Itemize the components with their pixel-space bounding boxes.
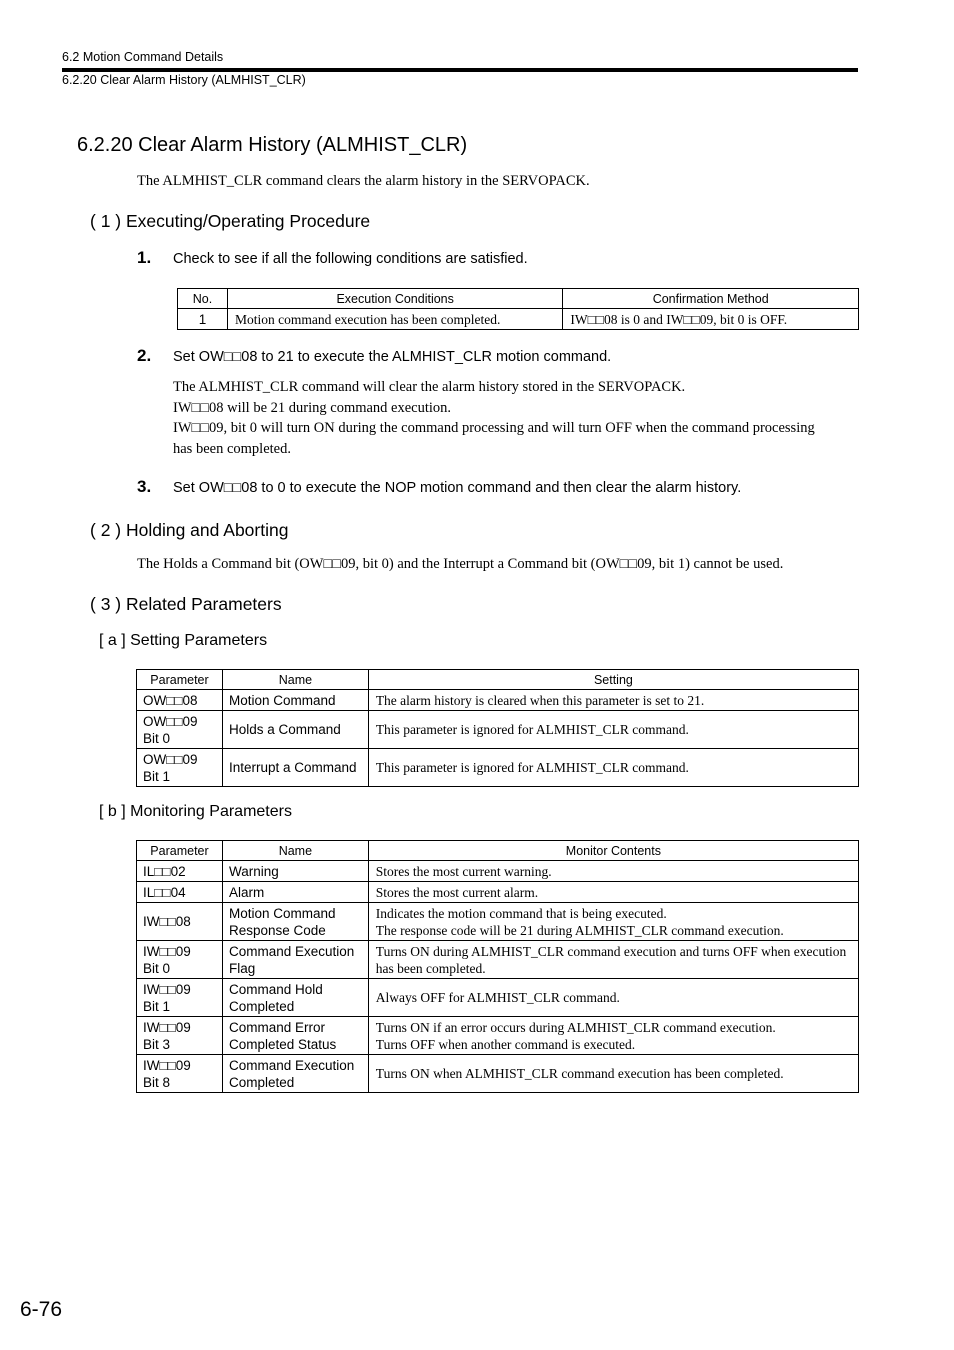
monitoring-parameters-table — [136, 840, 859, 1093]
cell-parameter: IW□□09 Bit 8 — [137, 1055, 223, 1093]
header-monitor-contents: Monitor Contents — [368, 841, 858, 861]
header-no: No. — [178, 289, 228, 309]
table-row — [137, 903, 859, 941]
cell-name: Holds a Command — [222, 711, 368, 749]
step-1-text: Check to see if all the following conditions are satisfied. — [173, 251, 528, 267]
step-2-body — [173, 377, 863, 459]
cell-contents: Turns ON when ALMHIST_CLR command execution has been completed. — [368, 1055, 858, 1093]
step-2-line: The ALMHIST_CLR command will clear the alarm history stored in the SERVOPACK. — [173, 379, 686, 395]
cell-contents: Indicates the motion command that is being executed. The response code will be 21 during ALMHIST_CLR command execution. — [368, 903, 858, 941]
cell-contents: Stores the most current alarm. — [368, 882, 858, 903]
cell-no: 1 — [178, 309, 228, 330]
cell-setting: This parameter is ignored for ALMHIST_CLR command. — [368, 711, 858, 749]
step-2-text: Set OW□□08 to 21 to execute the ALMHIST_CLR motion command. — [173, 349, 612, 365]
step-3-text: Set OW□□08 to 0 to execute the NOP motion command and then clear the alarm history. — [173, 480, 742, 496]
header-setting: Setting — [368, 670, 858, 690]
cell-setting: This parameter is ignored for ALMHIST_CLR command. — [368, 749, 858, 787]
cell-name: Motion Command — [222, 690, 368, 711]
section-3-heading: ( 3 ) Related Parameters — [90, 594, 282, 614]
header-parameter: Parameter — [137, 670, 223, 690]
cell-name: Interrupt a Command — [222, 749, 368, 787]
step-2-number: 2. — [137, 346, 152, 365]
step-2-line: IW□□09, bit 0 will turn ON during the command processing and will turn OFF when the command processing — [173, 420, 815, 436]
section-2-text: The Holds a Command bit (OW□□09, bit 0) and the Interrupt a Command bit (OW□□09, bit 1) cannot be used. — [137, 556, 784, 572]
page-number: 6-76 — [20, 1298, 63, 1321]
table-row — [137, 690, 859, 711]
running-header-subsection: 6.2.20 Clear Alarm History (ALMHIST_CLR) — [62, 73, 306, 87]
header-name: Name — [222, 670, 368, 690]
cell-setting: The alarm history is cleared when this parameter is set to 21. — [368, 690, 858, 711]
header-parameter: Parameter — [137, 841, 223, 861]
cell-contents: Turns ON during ALMHIST_CLR command execution and turns OFF when execution has been completed. — [368, 941, 858, 979]
step-3-number: 3. — [137, 477, 152, 496]
cell-contents: Always OFF for ALMHIST_CLR command. — [368, 979, 858, 1017]
cell-name: Command Error Completed Status — [222, 1017, 368, 1055]
cell-parameter: IW□□08 — [137, 903, 223, 941]
cell-name: Motion Command Response Code — [222, 903, 368, 941]
step-1-number: 1. — [137, 248, 152, 267]
cell-condition: Motion command execution has been completed. — [227, 309, 562, 330]
conditions-table — [177, 288, 859, 330]
cell-parameter: IW□□09 Bit 3 — [137, 1017, 223, 1055]
cell-parameter: OW□□09 Bit 0 — [137, 711, 223, 749]
cell-method: IW□□08 is 0 and IW□□09, bit 0 is OFF. — [563, 309, 859, 330]
setting-parameters-heading: [ a ] Setting Parameters — [99, 632, 268, 649]
step-2-line: has been completed. — [173, 440, 291, 457]
table-row — [137, 861, 859, 882]
cell-parameter: OW□□09 Bit 1 — [137, 749, 223, 787]
table-row — [178, 309, 859, 330]
header-confirmation-method: Confirmation Method — [563, 289, 859, 309]
table-row — [137, 711, 859, 749]
table-row — [137, 941, 859, 979]
header-rule — [62, 68, 858, 72]
cell-parameter: OW□□08 — [137, 690, 223, 711]
section-2-heading: ( 2 ) Holding and Aborting — [90, 520, 289, 540]
cell-name: Command Execution Flag — [222, 941, 368, 979]
cell-contents: Stores the most current warning. — [368, 861, 858, 882]
running-header-section: 6.2 Motion Command Details — [62, 50, 224, 64]
cell-name: Command Hold Completed — [222, 979, 368, 1017]
cell-name: Command Execution Completed — [222, 1055, 368, 1093]
cell-contents: Turns ON if an error occurs during ALMHIST_CLR command execution. Turns OFF when another command is executed. — [368, 1017, 858, 1055]
table-row — [137, 882, 859, 903]
setting-parameters-table — [136, 669, 859, 787]
table-row — [137, 979, 859, 1017]
table-row — [137, 1017, 859, 1055]
cell-parameter: IW□□09 Bit 1 — [137, 979, 223, 1017]
intro-text: The ALMHIST_CLR command clears the alarm history in the SERVOPACK. — [137, 173, 590, 189]
cell-parameter: IL□□02 — [137, 861, 223, 882]
table-row — [137, 749, 859, 787]
cell-name: Alarm — [222, 882, 368, 903]
table-row — [137, 1055, 859, 1093]
page-title: 6.2.20 Clear Alarm History (ALMHIST_CLR) — [77, 134, 468, 156]
section-1-heading: ( 1 ) Executing/Operating Procedure — [90, 211, 371, 231]
cell-parameter: IW□□09 Bit 0 — [137, 941, 223, 979]
step-2-line: IW□□08 will be 21 during command execution. — [173, 399, 452, 416]
header-execution-conditions: Execution Conditions — [227, 289, 562, 309]
header-name: Name — [222, 841, 368, 861]
cell-name: Warning — [222, 861, 368, 882]
monitoring-parameters-heading: [ b ] Monitoring Parameters — [99, 803, 292, 820]
cell-parameter: IL□□04 — [137, 882, 223, 903]
